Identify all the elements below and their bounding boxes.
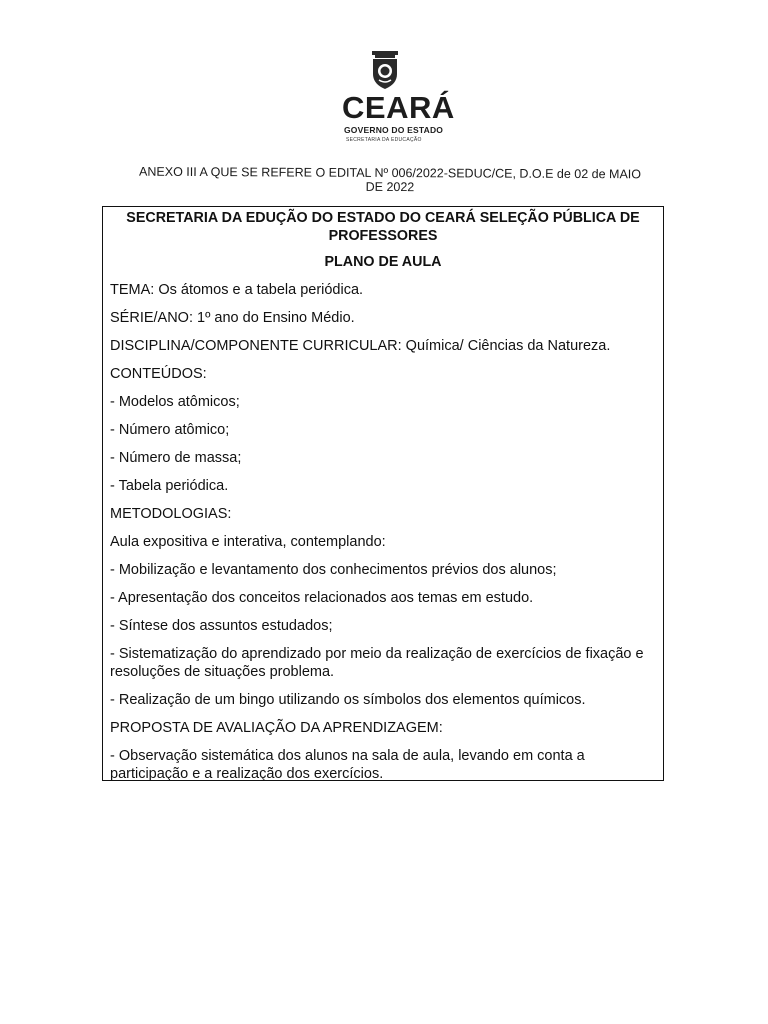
grade-line: SÉRIE/ANO: 1º ano do Ensino Médio. [110, 310, 355, 326]
document-title: SECRETARIA DA EDUÇÃO DO ESTADO DO CEARÁ SELEÇÃO PÚBLICA DE PROFESSORES [126, 210, 640, 244]
brand-department: SECRETARIA DA EDUCAÇÃO [346, 137, 422, 143]
topic-line: TEMA: Os átomos e a tabela periódica. [110, 282, 364, 298]
brand-subtitle: GOVERNO DO ESTADO [344, 125, 444, 135]
contents-item: - Número de massa; [110, 450, 242, 466]
brand-name: CEARÁ [342, 90, 455, 125]
subject-line: DISCIPLINA/COMPONENTE CURRICULAR: Química/ Ciências da Natureza. [110, 338, 611, 354]
methodologies-item: - Sistematização do aprendizado por meio da realização de exercícios de fixação e resoluções de situações problema. [110, 646, 644, 680]
lesson-plan-box [102, 206, 664, 781]
assessment-heading: PROPOSTA DE AVALIAÇÃO DA APRENDIZAGEM: [110, 720, 443, 736]
contents-item: - Número atômico; [110, 422, 230, 438]
document-subtitle: PLANO DE AULA [324, 254, 442, 270]
methodologies-item: - Realização de um bingo utilizando os símbolos dos elementos químicos. [110, 692, 586, 708]
contents-heading: CONTEÚDOS: [110, 366, 207, 382]
methodologies-heading: METODOLOGIAS: [110, 506, 232, 522]
methodologies-intro: Aula expositiva e interativa, contemplando: [110, 534, 386, 550]
annex-heading: ANEXO III A QUE SE REFERE O EDITAL Nº 006/2022-SEDUC/CE, D.O.E de 02 de MAIO DE 2022 [139, 164, 642, 195]
state-seal-icon [370, 50, 400, 90]
state-logo [300, 50, 470, 150]
assessment-item: - Observação sistemática dos alunos na sala de aula, levando em conta a participação e a realização dos exercícios. [110, 748, 585, 782]
contents-item: - Tabela periódica. [110, 478, 229, 494]
methodologies-item: - Síntese dos assuntos estudados; [110, 618, 333, 634]
methodologies-item: - Apresentação dos conceitos relacionados aos temas em estudo. [110, 590, 534, 606]
contents-item: - Modelos atômicos; [110, 394, 240, 410]
methodologies-item: - Mobilização e levantamento dos conhecimentos prévios dos alunos; [110, 562, 557, 578]
